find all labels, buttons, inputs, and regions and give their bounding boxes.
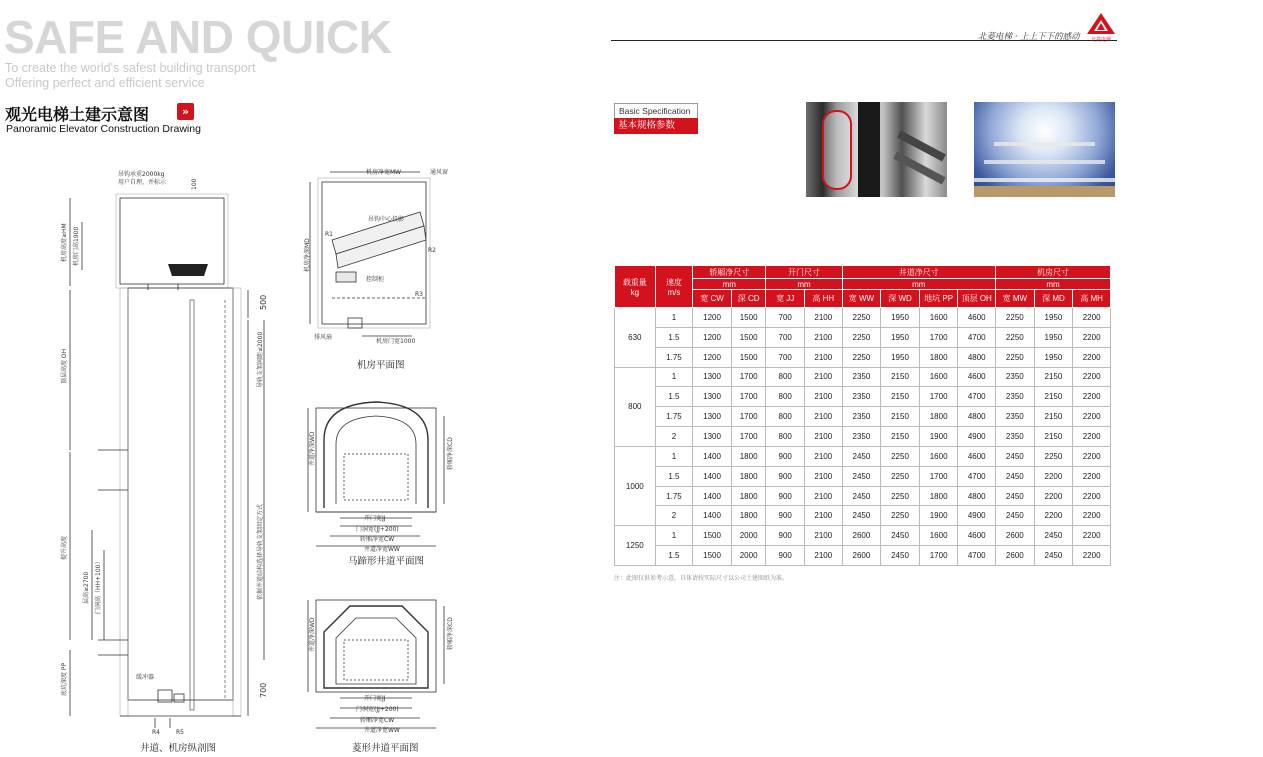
- table-cell: 2600: [842, 546, 881, 566]
- label-diamond-jj: 开门宽JJ: [364, 695, 386, 702]
- table-cell: 1400: [693, 466, 732, 486]
- table-row: [615, 407, 1111, 427]
- table-cell: 2150: [881, 367, 920, 387]
- sub-header-cell: 深 CD: [731, 290, 766, 308]
- table-row: [615, 466, 1111, 486]
- header-door: 开门尺寸: [766, 266, 842, 279]
- label-diamond-ww: 井道净宽WW: [364, 727, 400, 734]
- sub-header-cell: 深 MD: [1034, 290, 1073, 308]
- table-cell: 2450: [996, 506, 1035, 526]
- table-cell: 1500: [693, 546, 732, 566]
- atrium-photo: [974, 102, 1115, 197]
- page-heading-cn: 观光电梯土建示意图: [5, 105, 150, 124]
- table-cell: 2600: [842, 526, 881, 546]
- sub-header-cell: 宽 WW: [842, 290, 881, 308]
- table-cell: 2350: [996, 427, 1035, 447]
- page-heading-en: Panoramic Elevator Construction Drawing: [6, 123, 201, 135]
- table-cell: 2200: [1073, 327, 1111, 347]
- table-cell: 2450: [842, 466, 881, 486]
- table-cell: 2600: [996, 526, 1035, 546]
- label-bracket-spacing: 导轨支架间距≤2000: [257, 331, 264, 388]
- table-cell: 1200: [693, 327, 732, 347]
- table-cell: 800: [766, 367, 805, 387]
- table-cell: 2150: [1034, 367, 1073, 387]
- tagline-2: Offering perfect and efficient service: [5, 76, 205, 90]
- table-cell: 4700: [958, 546, 996, 566]
- label-door-height: 门洞高（HH+100）: [95, 558, 102, 614]
- table-cell: 2200: [1073, 466, 1111, 486]
- table-cell: 700: [766, 327, 805, 347]
- table-cell: 1300: [693, 387, 732, 407]
- table-cell: 2450: [996, 466, 1035, 486]
- table-cell: 4900: [958, 427, 996, 447]
- sub-header-cell: 宽 MW: [996, 290, 1035, 308]
- table-cell: 1300: [693, 367, 732, 387]
- header-speed: 速度 m/s: [655, 266, 693, 308]
- label-horseshoe-wd: 井道净深WD: [309, 431, 316, 466]
- spec-label-cn: 基本规格参数: [614, 118, 698, 134]
- table-cell: 1400: [693, 506, 732, 526]
- sub-header-cell: 高 MH: [1073, 290, 1111, 308]
- speed-cell: 1.75: [655, 486, 693, 506]
- table-cell: 1700: [731, 367, 766, 387]
- traction-machine-shape: [168, 264, 208, 276]
- table-cell: 2100: [805, 387, 843, 407]
- label-control-cabinet: 控制柜: [366, 276, 385, 283]
- table-cell: 2200: [1073, 446, 1111, 466]
- table-cell: 800: [766, 427, 805, 447]
- label-horseshoe-jj: 开门宽JJ: [364, 515, 386, 522]
- table-cell: 900: [766, 446, 805, 466]
- table-cell: 4600: [958, 308, 996, 328]
- table-cell: 1500: [731, 327, 766, 347]
- label-room-depth: 机房净深MD: [304, 238, 311, 272]
- table-cell: 2350: [842, 407, 881, 427]
- speed-cell: 1.5: [655, 546, 693, 566]
- table-cell: 900: [766, 466, 805, 486]
- header-shaft: 井道净尺寸: [842, 266, 995, 279]
- table-cell: 4600: [958, 446, 996, 466]
- table-cell: 4700: [958, 327, 996, 347]
- table-row: [615, 387, 1111, 407]
- table-cell: 900: [766, 486, 805, 506]
- table-note: 注：此图仅供参考示意，具体请按实际尺寸以公司土建图纸为准。: [614, 575, 789, 582]
- table-cell: 1800: [731, 446, 766, 466]
- spec-label-en: Basic Specification: [614, 103, 698, 118]
- sub-header-cell: 宽 CW: [693, 290, 732, 308]
- table-cell: 1950: [1034, 308, 1073, 328]
- table-cell: 4900: [958, 506, 996, 526]
- table-cell: 1950: [1034, 347, 1073, 367]
- table-cell: 2150: [881, 407, 920, 427]
- table-cell: 2200: [1034, 486, 1073, 506]
- table-cell: 2200: [1073, 308, 1111, 328]
- table-cell: 2100: [805, 308, 843, 328]
- table-cell: 1800: [919, 407, 958, 427]
- table-cell: 2350: [996, 407, 1035, 427]
- table-cell: 1400: [693, 486, 732, 506]
- label-r4: R4: [152, 729, 160, 736]
- table-cell: 1300: [693, 427, 732, 447]
- table-cell: 4600: [958, 526, 996, 546]
- table-cell: 1700: [919, 546, 958, 566]
- table-cell: 1400: [693, 446, 732, 466]
- header-room-unit: mm: [996, 279, 1111, 290]
- table-cell: 1900: [919, 506, 958, 526]
- table-cell: 2100: [805, 347, 843, 367]
- speed-cell: 1: [655, 367, 693, 387]
- load-cell: 630: [615, 308, 656, 368]
- table-cell: 1800: [919, 486, 958, 506]
- table-cell: 2000: [731, 526, 766, 546]
- label-diamond-door: 门洞宽(JJ+200): [356, 706, 399, 713]
- header-slogan: 北菱电梯 · 上上下下的感动: [978, 32, 1080, 42]
- table-cell: 2100: [805, 446, 843, 466]
- table-cell: 1950: [1034, 327, 1073, 347]
- table-cell: 1800: [731, 486, 766, 506]
- table-cell: 2150: [881, 387, 920, 407]
- table-cell: 900: [766, 526, 805, 546]
- table-cell: 2150: [881, 427, 920, 447]
- label-top-height: 顶层高度 OH: [61, 348, 68, 384]
- table-cell: 2200: [1034, 466, 1073, 486]
- tagline-1: To create the world's safest building transport: [5, 61, 256, 75]
- table-cell: 2200: [1073, 367, 1111, 387]
- speed-cell: 1.5: [655, 327, 693, 347]
- label-r2: R2: [428, 247, 436, 254]
- table-cell: 1950: [881, 347, 920, 367]
- table-cell: 1950: [881, 308, 920, 328]
- table-cell: 4600: [958, 367, 996, 387]
- table-row: [615, 486, 1111, 506]
- label-horseshoe-ww: 井道净宽WW: [364, 546, 400, 553]
- note-hook-load: 吊钩承重2000kg: [118, 171, 165, 178]
- table-cell: 2250: [881, 446, 920, 466]
- dim-700: 700: [259, 682, 268, 698]
- table-cell: 1500: [693, 526, 732, 546]
- table-cell: 2450: [842, 486, 881, 506]
- brand-title: SAFE AND QUICK: [4, 11, 392, 63]
- spec-label: [614, 103, 698, 134]
- table-cell: 2150: [1034, 407, 1073, 427]
- table-row: [615, 526, 1111, 546]
- table-cell: 1700: [919, 327, 958, 347]
- table-cell: 2250: [881, 466, 920, 486]
- table-cell: 1700: [731, 427, 766, 447]
- header-car-unit: mm: [693, 279, 766, 290]
- table-cell: 2450: [996, 446, 1035, 466]
- label-travel: 提升高度: [61, 535, 68, 560]
- table-cell: 2100: [805, 327, 843, 347]
- label-room-width: 机房净宽MW: [366, 169, 402, 176]
- table-cell: 2200: [1073, 387, 1111, 407]
- table-row: [615, 367, 1111, 387]
- table-cell: 1800: [731, 506, 766, 526]
- sub-header-cell: 地坑 PP: [919, 290, 958, 308]
- table-cell: 2200: [1073, 486, 1111, 506]
- caption-diamond: 菱形井道平面图: [352, 743, 419, 754]
- label-diamond-cw: 轿厢净宽CW: [360, 717, 395, 724]
- label-diamond-cd: 轿厢净深CD: [447, 617, 454, 650]
- double-chevron-icon: »: [177, 103, 194, 120]
- label-r5: R5: [176, 729, 184, 736]
- table-cell: 2250: [996, 327, 1035, 347]
- spec-table: [614, 265, 1111, 566]
- table-cell: 2350: [842, 367, 881, 387]
- company-logo-icon: [1084, 12, 1118, 42]
- sub-header-cell: 高 HH: [805, 290, 843, 308]
- table-row: [615, 308, 1111, 328]
- label-r3: R3: [415, 291, 423, 298]
- table-cell: 1200: [693, 347, 732, 367]
- header-load: 载重量 kg: [615, 266, 656, 308]
- table-cell: 2450: [881, 546, 920, 566]
- table-cell: 1500: [731, 347, 766, 367]
- sub-header-cell: 宽 JJ: [766, 290, 805, 308]
- speed-cell: 1.5: [655, 387, 693, 407]
- table-cell: 900: [766, 546, 805, 566]
- table-cell: 1950: [881, 327, 920, 347]
- table-row: [615, 327, 1111, 347]
- table-cell: 2250: [881, 486, 920, 506]
- table-cell: 2100: [805, 367, 843, 387]
- label-bracket-method: 依据井道结构选择导轨支架固定方式: [257, 503, 264, 600]
- label-room-door-width: 机房门宽1000: [376, 338, 416, 345]
- table-cell: 2250: [842, 308, 881, 328]
- label-room-height: 机房高度≥HM: [61, 223, 68, 262]
- table-cell: 2450: [1034, 546, 1073, 566]
- logo-text: 北菱电梯: [1090, 37, 1112, 42]
- table-cell: 2150: [1034, 387, 1073, 407]
- label-room-door: 机房门高1900: [73, 226, 80, 266]
- header-car: 轿厢净尺寸: [693, 266, 766, 279]
- table-cell: 2200: [1073, 506, 1111, 526]
- table-cell: 2200: [1073, 347, 1111, 367]
- table-cell: 2100: [805, 506, 843, 526]
- table-cell: 4800: [958, 486, 996, 506]
- table-cell: 2250: [1034, 446, 1073, 466]
- table-cell: 1300: [693, 407, 732, 427]
- table-cell: 1600: [919, 308, 958, 328]
- table-cell: 1700: [731, 387, 766, 407]
- table-cell: 800: [766, 407, 805, 427]
- table-cell: 2350: [842, 387, 881, 407]
- sub-header-cell: 深 WD: [881, 290, 920, 308]
- speed-cell: 1.5: [655, 466, 693, 486]
- table-cell: 2250: [842, 347, 881, 367]
- table-cell: 2200: [1073, 546, 1111, 566]
- construction-drawings: [0, 0, 610, 757]
- table-cell: 4800: [958, 347, 996, 367]
- label-floor-height: 层高≥2700: [83, 571, 90, 604]
- label-horseshoe-cd: 轿厢净深CD: [447, 437, 454, 470]
- table-cell: 1600: [919, 367, 958, 387]
- table-cell: 2600: [996, 546, 1035, 566]
- table-cell: 1700: [731, 407, 766, 427]
- caption-machine-room: 机房平面图: [357, 360, 405, 371]
- table-cell: 1600: [919, 526, 958, 546]
- label-horseshoe-door: 门洞宽(JJ+200): [356, 526, 399, 533]
- table-cell: 2350: [996, 367, 1035, 387]
- label-horseshoe-cw: 轿厢净宽CW: [360, 536, 395, 543]
- table-cell: 4700: [958, 387, 996, 407]
- table-cell: 2200: [1073, 526, 1111, 546]
- label-hook-projection: 吊钩中心投影: [368, 216, 405, 223]
- table-cell: 2100: [805, 427, 843, 447]
- table-cell: 2200: [1073, 427, 1111, 447]
- table-cell: 1700: [919, 466, 958, 486]
- header-shaft-unit: mm: [842, 279, 995, 290]
- table-cell: 2100: [805, 486, 843, 506]
- sub-header-cell: 顶层 OH: [958, 290, 996, 308]
- table-cell: 2150: [1034, 427, 1073, 447]
- dim-100: 100: [191, 178, 198, 190]
- table-cell: 1200: [693, 308, 732, 328]
- table-cell: 2350: [842, 427, 881, 447]
- table-cell: 2250: [842, 327, 881, 347]
- speed-cell: 2: [655, 506, 693, 526]
- table-cell: 2450: [996, 486, 1035, 506]
- table-cell: 2250: [881, 506, 920, 526]
- table-row: [615, 446, 1111, 466]
- speed-cell: 1: [655, 308, 693, 328]
- table-cell: 4700: [958, 466, 996, 486]
- table-cell: 1800: [731, 466, 766, 486]
- table-cell: 2250: [996, 347, 1035, 367]
- table-cell: 2350: [996, 387, 1035, 407]
- table-cell: 2100: [805, 407, 843, 427]
- table-cell: 2200: [1034, 506, 1073, 526]
- table-cell: 4800: [958, 407, 996, 427]
- table-cell: 2100: [805, 546, 843, 566]
- panoramic-elevator-photo: [806, 102, 947, 197]
- table-cell: 2250: [996, 308, 1035, 328]
- table-cell: 2450: [842, 506, 881, 526]
- speed-cell: 1: [655, 526, 693, 546]
- caption-horseshoe: 马蹄形井道平面图: [348, 556, 425, 567]
- label-r1: R1: [325, 231, 333, 238]
- table-cell: 800: [766, 387, 805, 407]
- table-cell: 1600: [919, 446, 958, 466]
- table-cell: 1700: [919, 387, 958, 407]
- header-door-unit: mm: [766, 279, 842, 290]
- header-machine-room: 机房尺寸: [996, 266, 1111, 279]
- table-cell: 2100: [805, 466, 843, 486]
- table-row: [615, 347, 1111, 367]
- table-cell: 700: [766, 308, 805, 328]
- dim-500: 500: [259, 294, 268, 310]
- caption-section: 井道、机房纵剖图: [140, 743, 217, 754]
- table-cell: 1500: [731, 308, 766, 328]
- table-row: [615, 427, 1111, 447]
- table-cell: 2450: [881, 526, 920, 546]
- label-diamond-wd: 井道净深WD: [309, 617, 316, 652]
- table-row: [615, 546, 1111, 566]
- label-vent-window: 通风窗: [430, 169, 449, 176]
- table-cell: 2450: [842, 446, 881, 466]
- speed-cell: 1: [655, 446, 693, 466]
- speed-cell: 1.75: [655, 407, 693, 427]
- table-cell: 2100: [805, 526, 843, 546]
- table-cell: 1900: [919, 427, 958, 447]
- label-exhaust-fan: 排风扇: [314, 334, 333, 341]
- load-cell: 1250: [615, 526, 656, 566]
- speed-cell: 1.75: [655, 347, 693, 367]
- load-cell: 1000: [615, 446, 656, 525]
- table-cell: 700: [766, 347, 805, 367]
- label-buffer: 缓冲器: [136, 674, 155, 681]
- note-hook-user: 用户自理，并标示: [118, 179, 167, 186]
- table-cell: 2000: [731, 546, 766, 566]
- load-cell: 800: [615, 367, 656, 446]
- table-cell: 2450: [1034, 526, 1073, 546]
- label-pit-depth: 底坑深度 PP: [61, 662, 68, 696]
- table-cell: 900: [766, 506, 805, 526]
- hoistway-outline: [128, 288, 233, 700]
- table-cell: 1800: [919, 347, 958, 367]
- speed-cell: 2: [655, 427, 693, 447]
- table-cell: 2200: [1073, 407, 1111, 427]
- table-row: [615, 506, 1111, 526]
